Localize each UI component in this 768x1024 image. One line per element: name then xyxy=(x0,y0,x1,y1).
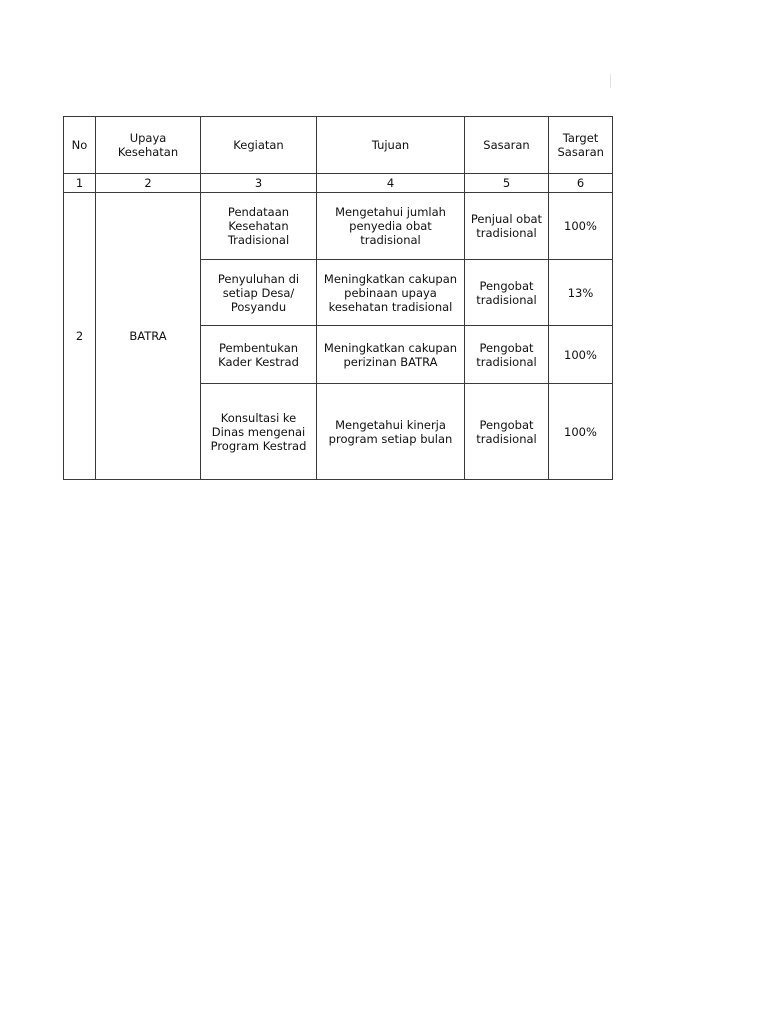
column-number: 1 xyxy=(64,174,96,193)
target-cell: 13% xyxy=(549,260,613,326)
kegiatan-text: Pembentukan Kader Kestrad xyxy=(218,340,299,369)
sasaran-cell xyxy=(465,384,549,480)
sasaran-cell xyxy=(465,260,549,326)
column-number: 4 xyxy=(317,174,465,193)
column-number: 6 xyxy=(549,174,613,193)
sasaran-text: Pengobat tradisional xyxy=(476,340,537,369)
header-target-sasaran xyxy=(549,117,613,174)
header-no: No xyxy=(64,117,96,174)
kegiatan-text: Penyuluhan di setiap Desa/ Posyandu xyxy=(217,271,300,314)
page-edge-mark xyxy=(610,74,611,88)
tujuan-text: Meningkatkan cakupan pebinaan upaya kesehatan tradisional xyxy=(323,271,458,314)
sasaran-cell xyxy=(465,326,549,384)
header-tujuan: Tujuan xyxy=(317,117,465,174)
kegiatan-cell xyxy=(201,260,317,326)
kegiatan-text: Pendataan Kesehatan Tradisional xyxy=(227,205,290,247)
header-sasaran: Sasaran xyxy=(465,117,549,174)
program-table xyxy=(63,116,613,480)
table-row xyxy=(64,193,613,260)
target-cell: 100% xyxy=(549,326,613,384)
target-cell: 100% xyxy=(549,193,613,260)
kegiatan-cell xyxy=(201,326,317,384)
tujuan-cell: Meningkatkan cakupan perizinan BATRA xyxy=(317,326,465,384)
tujuan-cell xyxy=(317,260,465,326)
group-no-cell: 2 xyxy=(64,193,96,480)
column-number: 3 xyxy=(201,174,317,193)
header-upaya-kesehatan: Upaya Kesehatan xyxy=(96,117,201,174)
column-number: 2 xyxy=(96,174,201,193)
header-kegiatan: Kegiatan xyxy=(201,117,317,174)
table-header-row xyxy=(64,117,613,174)
kegiatan-cell xyxy=(201,193,317,260)
tujuan-cell xyxy=(317,384,465,480)
group-upaya-cell: BATRA xyxy=(96,193,201,480)
sasaran-text: Pengobat tradisional xyxy=(476,278,537,307)
column-number: 5 xyxy=(465,174,549,193)
sasaran-text: Pengobat tradisional xyxy=(476,417,537,446)
tujuan-cell: Mengetahui jumlah penyedia obat tradisional xyxy=(317,193,465,260)
column-number-row xyxy=(64,174,613,193)
header-target-sasaran-label: Target Sasaran xyxy=(557,131,604,159)
kegiatan-cell: Konsultasi ke Dinas mengenai Program Kestrad xyxy=(201,384,317,480)
target-cell: 100% xyxy=(549,384,613,480)
sasaran-cell: Penjual obat tradisional xyxy=(465,193,549,260)
tujuan-text: Mengetahui kinerja program setiap bulan xyxy=(328,417,453,446)
